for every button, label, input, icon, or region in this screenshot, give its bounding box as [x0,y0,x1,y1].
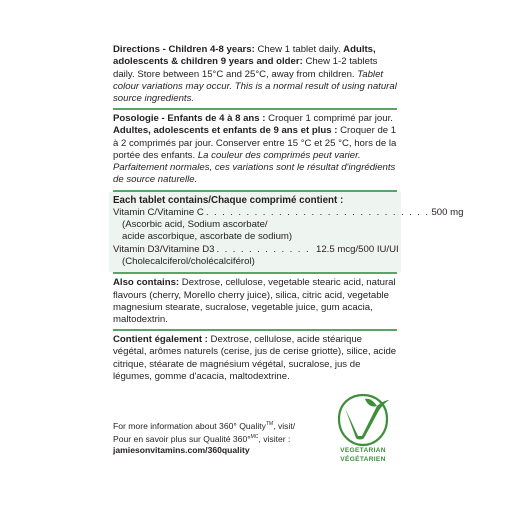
also-contains-fr [113,334,397,383]
info-line-en [113,419,323,432]
divider [113,329,397,331]
nutrient-name: Vitamin C/Vitamine C [113,206,204,218]
trademark: TM [265,421,274,427]
directions-en [113,44,397,105]
directions-en-children: Chew 1 tablet daily. [254,44,344,55]
nutrient-row [113,206,464,219]
nutrition-facts [109,192,464,272]
info-text: For more information about 360° Quality [113,420,266,431]
nutrient-source: (Ascorbic acid, Sodium ascorbate/ [122,219,268,231]
info-text: , visit/ [273,420,296,431]
directions-en-label: Directions - Children 4-8 years: [113,44,255,55]
directions-en-note: Tablet colour variations may occur. This is a normal result of using natural source ingredients. [113,68,397,105]
trademark: MC [250,433,259,440]
nutrient-source: (Cholecalciferol/cholécalciférol) [122,255,255,267]
info-text: Pour en savoir plus sur Qualité 360° [113,433,251,444]
directions-fr-adults-label: Adultes, adolescents et enfants de 9 ans et plus : [113,125,338,137]
leader-dots: . . . . . . . . . . . . [216,243,311,255]
info-line-fr [113,432,323,445]
nutrient-row [113,244,397,256]
info-text: , visiter : [258,433,291,444]
nutrient-name: Vitamin D3/Vitamine D3 [113,243,215,255]
also-contains-en-label: Also contains: [113,277,180,289]
divider [113,272,397,274]
website-link[interactable]: jamiesonvitamins.com/360quality [113,444,250,455]
badge-text-en: VEGETARIAN [340,447,386,454]
also-contains-fr-text: Dextrose, cellulose, acide stéarique végétal, arômes naturels (cerise, jus de cerise griotte), silice, acide citrique, stéarate de magnésium végétal, sucralose, jus de légumes, gomme d'acacia, maltodextrine. [113,333,397,382]
directions-fr [113,113,397,187]
directions-fr-children: Croquer 1 comprimé par jour. [265,112,393,124]
directions-en-adults: Chew 1-2 tablets daily. Store between 15°C and 25°C, away from children. [113,56,378,80]
nutrition-heading: Each tablet contains/Chaque comprimé contient : [113,194,344,206]
divider [113,108,397,110]
product-label [113,44,464,383]
badge-text-fr: VÉGÉTARIEN [340,456,386,463]
also-contains-en [113,277,397,326]
directions-en-adults-label: Adults, adolescents & children 9 years and older: [113,44,376,68]
vegetarian-leaf-icon [333,392,393,448]
nutrient-source: acide ascorbique, ascorbate de sodium) [122,231,293,243]
vegetarian-badge [333,392,393,463]
nutrient-amount: 500 mg [431,206,464,218]
quality-info [113,419,323,456]
directions-fr-label: Posologie - Enfants de 4 à 8 ans : [113,112,266,124]
directions-fr-adults: Croquer de 1 à 2 comprimés par jour. Conserver entre 15 °C et 25 °C, hors de la portée des enfants. [113,125,397,161]
also-contains-en-text: Dextrose, cellulose, vegetable stearic acid, natural flavours (cherry, Morello cherry juice), silica, citric acid, vegetable magnesium stearate, sucralose, vegetable juice, gum acacia, maltodextrin. [113,277,396,326]
directions-fr-note: La couleur des comprimés peut varier. Parfaitement normales, ces variations sont le résultat d'ingrédients de source naturelle. [113,149,396,186]
also-contains-fr-label: Contient également : [113,333,208,345]
nutrient-amount: 12.5 mcg/500 IU/UI [316,243,399,255]
leader-dots: . . . . . . . . . . . . . . . . . . . . . . . . . . . . [205,206,430,218]
